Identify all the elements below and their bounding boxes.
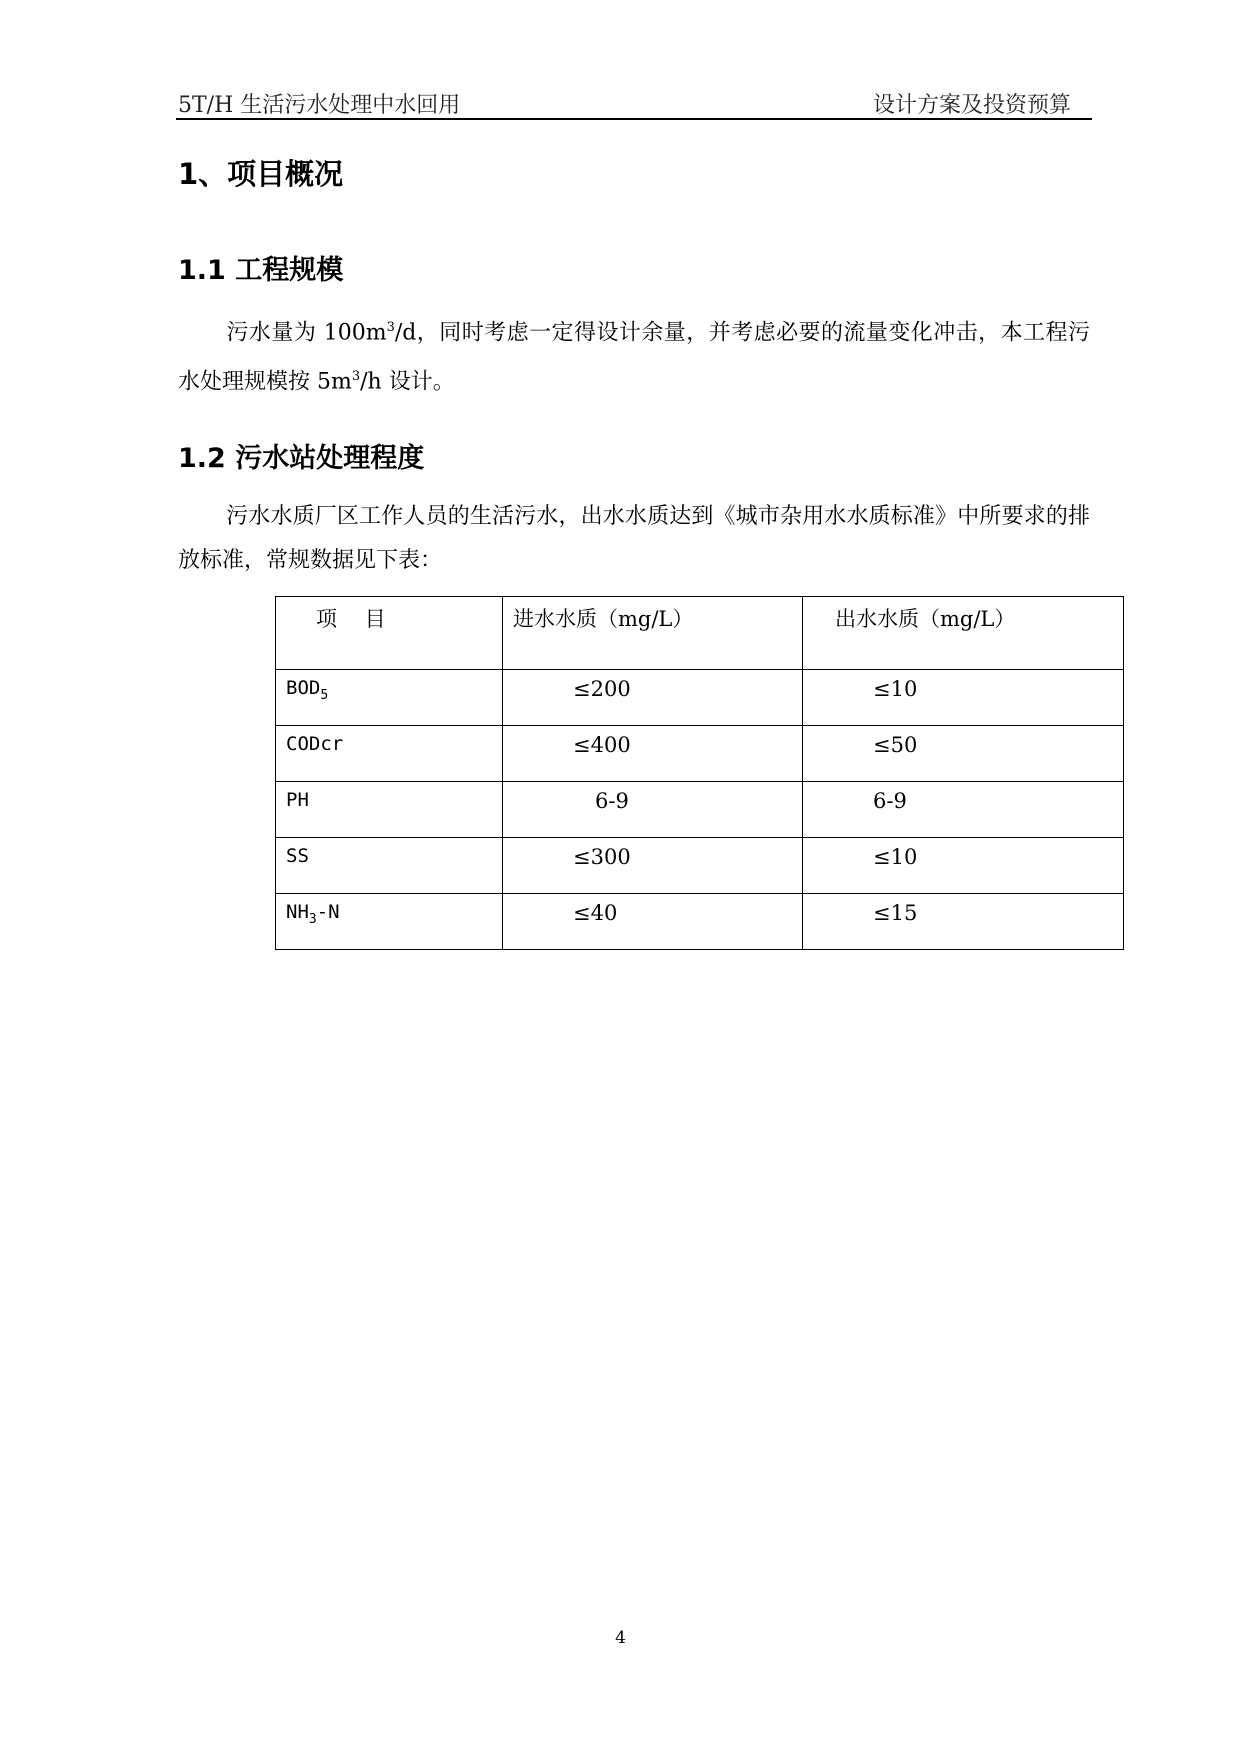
row-item: $NH_3-N$ bbox=[276, 894, 503, 950]
water-quality-table bbox=[275, 596, 1124, 950]
header-inflow: 进水水质（mg/L） bbox=[503, 597, 803, 670]
row-outflow: ≤15 bbox=[803, 894, 1124, 950]
treatment-text: 污水水质厂区工作人员的生活污水，出水水质达到《城市杂用水水质标准》中所要求的排放标准，常规数据见下表： bbox=[178, 504, 1090, 573]
header-item: 项 目 bbox=[276, 597, 503, 670]
row-inflow: ≤200 bbox=[503, 670, 803, 726]
row-item: PH bbox=[276, 782, 503, 838]
scale-text-c: /h 设计。 bbox=[360, 369, 455, 395]
table-row bbox=[276, 894, 1124, 950]
section-1-1-heading: 1.1 工程规模 bbox=[178, 255, 344, 286]
header-doc-title: 5T/H 生活污水处理中水回用 bbox=[178, 93, 461, 118]
scale-text-b: /d，同时考虑一定得设计余量，并考虑必要的流量变化冲击，本工程污水处理规模按 5m bbox=[178, 320, 1090, 395]
scale-sup-a: 3 bbox=[386, 320, 395, 335]
section-1-2-heading: 1.2 污水站处理程度 bbox=[178, 443, 425, 474]
row-inflow: ≤300 bbox=[503, 838, 803, 894]
table-row bbox=[276, 838, 1124, 894]
scale-paragraph bbox=[178, 306, 1090, 405]
page-number: 4 bbox=[615, 1628, 626, 1648]
row-inflow: 6-9 bbox=[503, 782, 803, 838]
header-divider bbox=[176, 118, 1092, 120]
row-item: CODcr bbox=[276, 726, 503, 782]
table-row bbox=[276, 670, 1124, 726]
table-header-row bbox=[276, 597, 1124, 670]
row-item: $BOD_5$ bbox=[276, 670, 503, 726]
row-outflow: ≤10 bbox=[803, 838, 1124, 894]
header-outflow: 出水水质（mg/L） bbox=[803, 597, 1124, 670]
treatment-paragraph bbox=[178, 495, 1090, 583]
section-1-heading: 1、项目概况 bbox=[178, 157, 344, 191]
row-outflow: ≤10 bbox=[803, 670, 1124, 726]
row-inflow: ≤400 bbox=[503, 726, 803, 782]
table-row bbox=[276, 782, 1124, 838]
row-outflow: 6-9 bbox=[803, 782, 1124, 838]
table-row bbox=[276, 726, 1124, 782]
row-outflow: ≤50 bbox=[803, 726, 1124, 782]
row-inflow: ≤40 bbox=[503, 894, 803, 950]
header-section-title: 设计方案及投资预算 bbox=[872, 93, 1071, 118]
row-item: SS bbox=[276, 838, 503, 894]
scale-sup-b: 3 bbox=[351, 369, 361, 385]
scale-text-a: 污水量为 100m bbox=[226, 320, 387, 346]
